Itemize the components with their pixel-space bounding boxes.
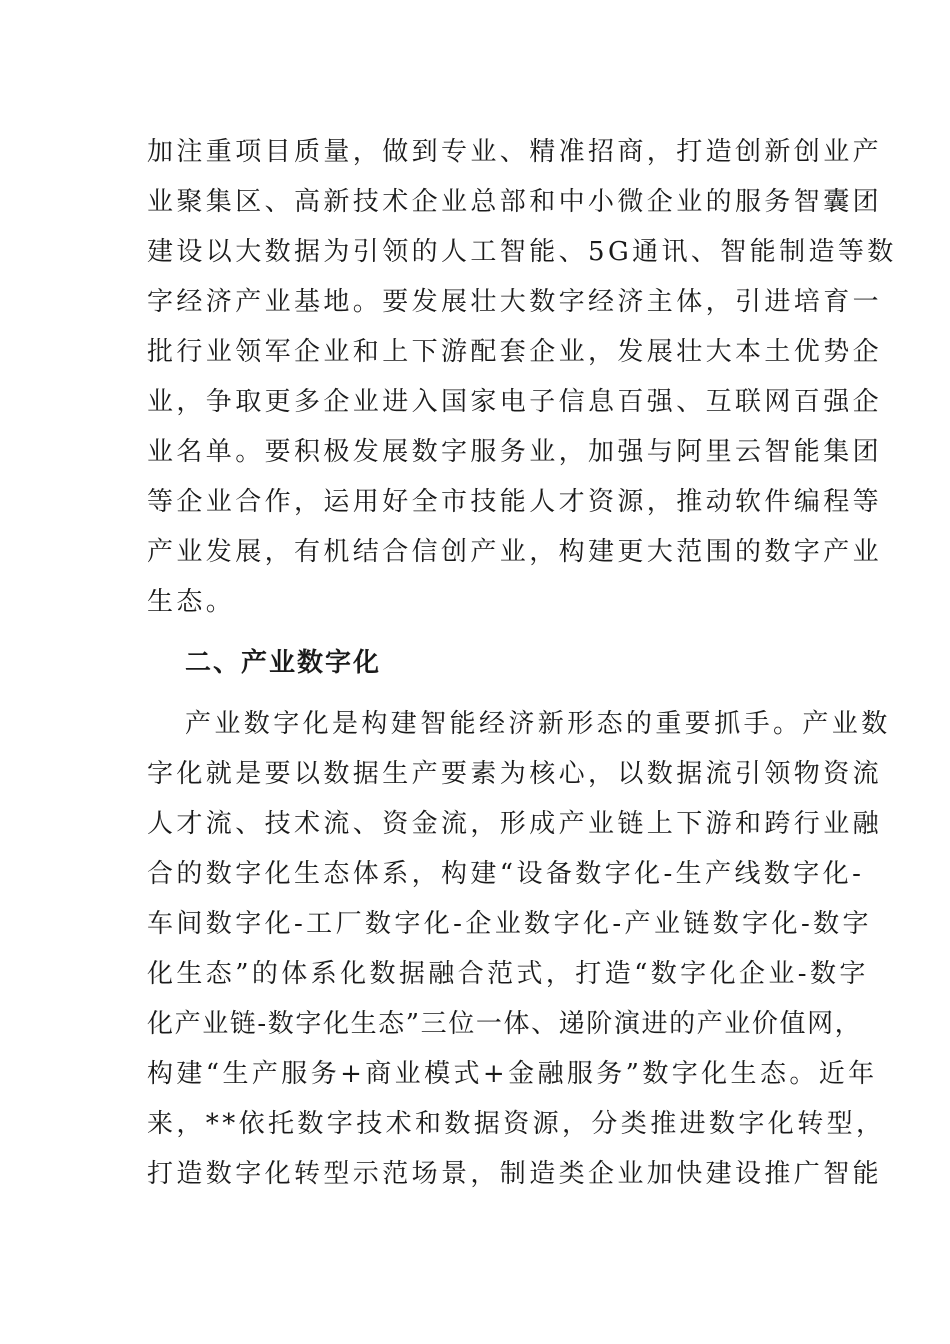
text-line: 业名单。要积极发展数字服务业，加强与阿里云智能集团 bbox=[147, 437, 883, 467]
text-line: 车间数字化-工厂数字化-企业数字化-产业链数字化-数字 bbox=[147, 909, 872, 939]
text-line: 等企业合作，运用好全市技能人才资源，推动软件编程等 bbox=[147, 487, 883, 517]
text-line: 打造数字化转型示范场景，制造类企业加快建设推广智能 bbox=[147, 1159, 883, 1189]
text-line: 产业数字化是构建智能经济新形态的重要抓手。产业数 bbox=[185, 709, 891, 739]
text-line: 加注重项目质量，做到专业、精准招商，打造创新创业产 bbox=[147, 137, 883, 167]
text-line: 字经济产业基地。要发展壮大数字经济主体，引进培育一 bbox=[147, 287, 883, 317]
text-line: 合的数字化生态体系，构建“设备数字化-生产线数字化- bbox=[147, 859, 865, 889]
text-line: 产业发展，有机结合信创产业，构建更大范围的数字产业 bbox=[147, 537, 883, 567]
text-line: 字化就是要以数据生产要素为核心，以数据流引领物资流 bbox=[147, 759, 883, 789]
text-line: 来，**依托数字技术和数据资源，分类推进数字化转型， bbox=[147, 1109, 886, 1139]
text-line: 生态。 bbox=[147, 587, 236, 617]
text-line: 业聚集区、高新技术企业总部和中小微企业的服务智囊团 bbox=[147, 187, 883, 217]
text-line: 化生态”的体系化数据融合范式，打造“数字化企业-数字 bbox=[147, 959, 869, 989]
text-line: 构建“生产服务+商业模式+金融服务”数字化生态。近年 bbox=[147, 1059, 878, 1089]
text-line: 建设以大数据为引领的人工智能、5G通讯、智能制造等数 bbox=[147, 237, 897, 267]
section-heading: 二、产业数字化 bbox=[185, 648, 382, 678]
text-line: 人才流、技术流、资金流，形成产业链上下游和跨行业融 bbox=[147, 809, 883, 839]
text-line: 业，争取更多企业进入国家电子信息百强、互联网百强企 bbox=[147, 387, 883, 417]
text-line: 化产业链-数字化生态”三位一体、递阶演进的产业价值网， bbox=[147, 1009, 863, 1039]
text-line: 批行业领军企业和上下游配套企业，发展壮大本土优势企 bbox=[147, 337, 883, 367]
